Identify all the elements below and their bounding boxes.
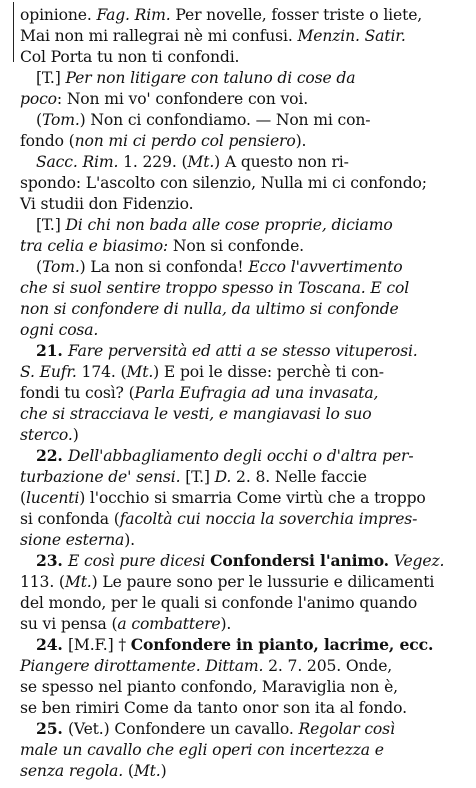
text-segment: D. <box>214 468 232 486</box>
text-line <box>36 340 470 362</box>
text-segment: Fag. Rim. <box>96 6 171 24</box>
margin-rule <box>13 2 14 62</box>
text-segment: Parla Eufragia ad una invasata, <box>134 384 379 402</box>
text-segment: che si suol sentire troppo spesso in Toscana. E col <box>20 279 410 297</box>
text-segment: Mt. <box>64 573 92 591</box>
text-line <box>36 214 470 236</box>
text-segment: tra celia e biasimo: <box>20 237 169 255</box>
text-segment: 2. 8. Nelle faccie <box>231 468 367 486</box>
text-segment: lucenti <box>25 489 80 507</box>
text-segment: 23. <box>36 551 68 570</box>
text-line <box>20 760 470 782</box>
text-segment: [T.] <box>36 216 66 234</box>
text-segment: Fare perversità ed atti a se stesso vituperosi. <box>67 342 418 360</box>
text-line <box>20 277 470 299</box>
text-segment: Mt. <box>133 762 161 780</box>
text-segment: Sacc. Rim. <box>36 153 119 171</box>
text-segment: spondo: L'ascolto con silenzio, Nulla mi ci confondo; <box>20 174 427 192</box>
text-segment: 25. <box>36 719 68 738</box>
text-line <box>20 361 470 383</box>
text-segment: ( <box>36 111 42 129</box>
text-line <box>20 592 470 614</box>
text-segment: ) Non ci confondiamo. — Non mi con- <box>79 111 371 129</box>
text-segment: non si confondere di nulla, da ultimo si confonde <box>20 300 399 318</box>
text-segment: ( <box>20 489 26 507</box>
text-segment: ( <box>123 762 134 780</box>
text-segment: Regolar così <box>298 720 395 738</box>
text-segment: fondi tu così? ( <box>20 384 135 402</box>
text-segment: 24. <box>36 635 68 654</box>
text-segment: a combattere <box>117 615 221 633</box>
text-line <box>20 676 470 698</box>
text-line <box>20 529 470 551</box>
text-line <box>36 151 470 173</box>
text-line <box>20 466 470 488</box>
text-segment: su vi pensa ( <box>20 615 118 633</box>
text-segment: ) <box>72 426 79 444</box>
text-segment: ). <box>295 132 307 150</box>
text-segment: se spesso nel pianto confondo, Maraviglia non è, <box>20 678 398 696</box>
text-line <box>36 550 470 572</box>
text-line <box>20 697 470 719</box>
text-segment: Dittam. <box>205 657 264 675</box>
text-segment: ( <box>36 258 42 276</box>
text-segment: turbazione de' sensi. <box>20 468 181 486</box>
text-segment: 1. 229. ( <box>118 153 188 171</box>
text-line <box>20 25 470 47</box>
text-segment: fondo ( <box>20 132 75 150</box>
text-line <box>20 739 470 761</box>
text-segment: Tom. <box>41 111 80 129</box>
text-segment: Mt. <box>126 363 154 381</box>
text-segment: ) La non si confonda! <box>79 258 249 276</box>
text-line <box>20 508 470 530</box>
text-segment: poco <box>20 90 57 108</box>
text-segment: sterco. <box>20 426 73 444</box>
text-line <box>20 613 470 635</box>
text-line <box>20 571 470 593</box>
text-segment: ). <box>124 531 135 549</box>
text-segment: ) Le paure sono per le lussurie e dilicamenti <box>91 573 435 591</box>
text-line <box>20 88 470 110</box>
text-line <box>20 193 470 215</box>
text-segment: Confondersi l'animo. <box>210 551 389 570</box>
text-segment: opinione. <box>20 6 97 24</box>
text-segment: [T.] <box>36 69 66 87</box>
text-segment: E così pure dicesi <box>67 552 211 570</box>
text-segment: 22. <box>36 446 68 465</box>
text-segment: Vi studii don Fidenzio. <box>20 195 194 213</box>
text-segment: (Vet.) Confondere un cavallo. <box>67 720 299 738</box>
text-line <box>20 487 470 509</box>
text-segment: : Non mi vo' confondere con voi. <box>56 90 309 108</box>
text-segment: Tom. <box>41 258 80 276</box>
text-line <box>36 718 470 740</box>
text-segment: si confonda ( <box>20 510 120 528</box>
text-segment: che si stracciava le vesti, e mangiavasi lo suo <box>20 405 372 423</box>
text-segment: sione esterna <box>20 531 125 549</box>
text-line <box>36 256 470 278</box>
text-segment: Mai non mi rallegrai nè mi confusi. <box>20 27 298 45</box>
text-line <box>20 319 470 341</box>
text-segment: non mi ci perdo col pensiero <box>74 132 296 150</box>
text-segment: ) l'occhio si smarria Come virtù che a troppo <box>79 489 426 507</box>
text-line <box>36 109 470 131</box>
text-segment: Ecco l'avvertimento <box>248 258 403 276</box>
text-segment: facoltà cui noccia la soverchia impres- <box>119 510 418 528</box>
text-line <box>20 424 470 446</box>
text-segment: 21. <box>36 341 68 360</box>
text-line <box>20 172 470 194</box>
text-line <box>20 235 470 257</box>
text-segment: Menzin. Satir. <box>297 27 406 45</box>
text-line <box>36 67 470 89</box>
text-line <box>36 445 470 467</box>
text-line <box>20 655 470 677</box>
text-segment: ) E poi le disse: perchè ti con- <box>153 363 384 381</box>
text-segment: Col Porta tu non ti confondi. <box>20 48 240 66</box>
text-segment: [M.F.] † <box>67 636 131 654</box>
text-segment: Dell'abbagliamento degli occhi o d'altra per- <box>67 447 414 465</box>
text-segment: Per novelle, fosser triste o liete, <box>170 6 423 24</box>
text-line <box>20 130 470 152</box>
text-line <box>20 403 470 425</box>
text-line <box>20 298 470 320</box>
text-segment: Per non litigare con taluno di cose da <box>65 69 356 87</box>
text-line <box>20 4 470 26</box>
text-segment: senza regola. <box>20 762 124 780</box>
text-segment: ). <box>220 615 232 633</box>
text-segment: Confondere in pianto, lacrime, ecc. <box>130 635 434 654</box>
text-segment: Di chi non bada alle cose proprie, diciamo <box>65 216 393 234</box>
text-segment: 113. ( <box>20 573 65 591</box>
text-line <box>20 46 470 68</box>
text-segment: ) A questo non ri- <box>214 153 349 171</box>
text-segment: Vegez. <box>393 552 445 570</box>
text-segment: Piangere dirottamente. <box>20 657 201 675</box>
text-segment: S. Eufr. <box>20 363 77 381</box>
text-segment: [T.] <box>180 468 215 486</box>
text-line <box>36 634 470 656</box>
text-segment: male un cavallo che egli operi con incertezza e <box>20 741 384 759</box>
text-segment: del mondo, per le quali si confonde l'animo quando <box>20 594 418 612</box>
text-segment: 174. ( <box>76 363 127 381</box>
text-segment: 2. 7. 205. Onde, <box>263 657 393 675</box>
text-segment: Non si confonde. <box>168 237 304 255</box>
text-segment: se ben rimiri Come da tanto onor son ita al fondo. <box>20 699 407 717</box>
text-segment: ) <box>160 762 167 780</box>
text-line <box>20 382 470 404</box>
text-segment: Mt. <box>187 153 215 171</box>
text-segment: ogni cosa. <box>20 321 99 339</box>
